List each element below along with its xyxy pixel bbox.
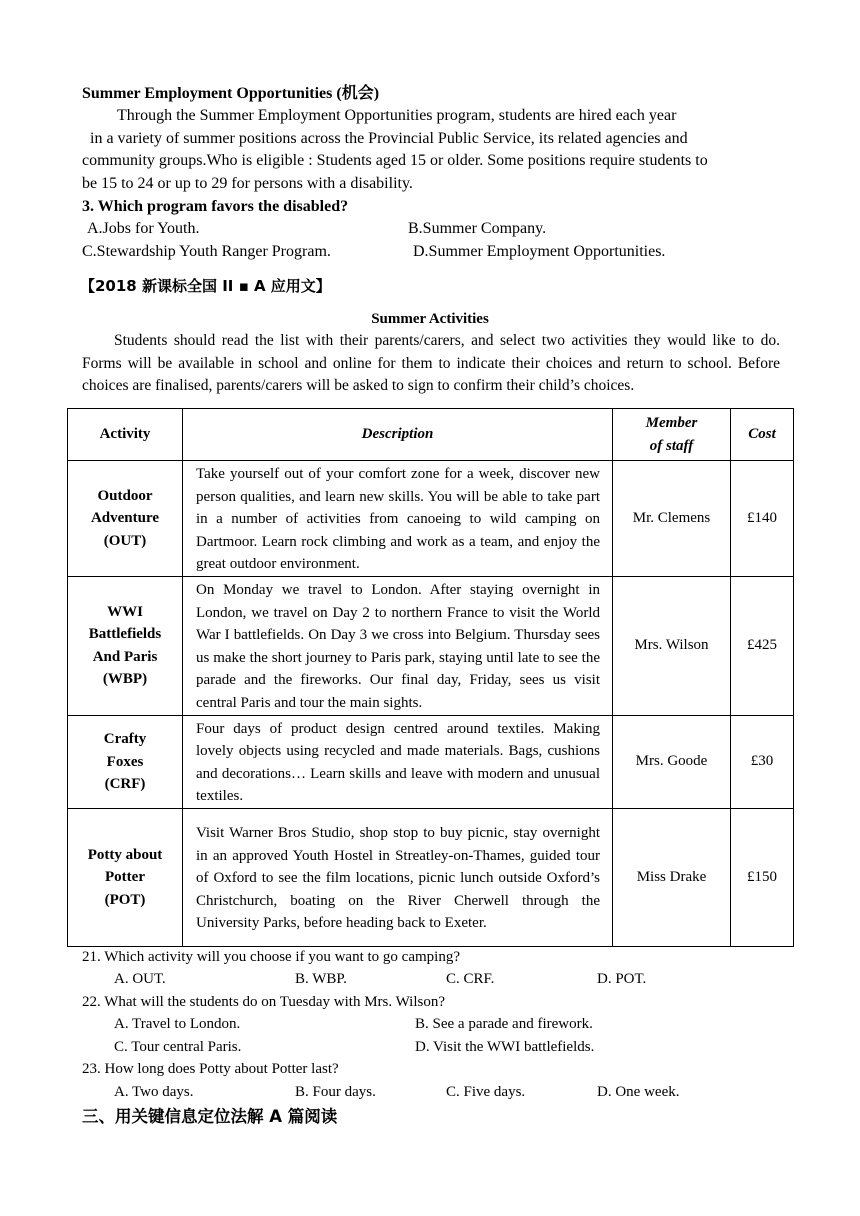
staff-member: Miss Drake (613, 808, 731, 946)
staff-member: Mr. Clemens (613, 461, 731, 577)
header-staff-line1: Member (645, 415, 698, 431)
activity-name-line: Potter (105, 869, 145, 886)
article-title: Summer Activities (371, 311, 489, 327)
staff-member: Mrs. Wilson (613, 577, 731, 716)
activity-name-line: Crafty (103, 731, 147, 747)
activities-table (67, 408, 794, 947)
article-intro: Students should read the list with their parents/carers, and select two activities they would like to do. Forms will be available in school and online for them to indicate their choices and return to school. Before choices are finalised, parents/carers will be asked to sign to confirm their child’s choices. (82, 332, 780, 394)
header-staff-line2: of staff (649, 437, 694, 454)
question-21-option-d: D. POT. (597, 971, 647, 987)
activity-code: (CRF) (104, 776, 146, 792)
option-a: A.Jobs for Youth. (87, 220, 200, 237)
table-header-row (68, 409, 794, 461)
activity-cost: £150 (731, 808, 794, 946)
question-22-option-c: C. Tour central Paris. (114, 1039, 242, 1055)
activity-name-line: Battlefields (88, 626, 162, 643)
activity-name-line: WWI (107, 603, 143, 620)
paragraph-line: be 15 to 24 or up to 29 for persons with a disability. (82, 175, 413, 192)
header-staff (613, 409, 731, 461)
table-row (68, 461, 794, 577)
activity-code: (POT) (104, 891, 146, 908)
question-23-option-b: B. Four days. (295, 1084, 376, 1100)
table-row (68, 715, 794, 808)
option-b: B.Summer Company. (408, 220, 547, 237)
activity-description: Visit Warner Bros Studio, shop stop to buy picnic, stay overnight in an approved Youth Hostel in Streatley-on-Thames, guided tour of Oxford to see the film locations, picnic lunch outside Oxford’s Christchurch, boating on the River Cherwell through the University Parks, before heading back to Exeter. (183, 808, 613, 946)
activity-name-line: Adventure (90, 510, 160, 527)
activity-code: (WBP) (102, 671, 148, 688)
question-23-stem: 23. How long does Potty about Potter last? (82, 1061, 339, 1077)
paragraph-line: community groups.Who is eligible : Students aged 15 or older. Some positions require students to (82, 152, 708, 169)
question-21-option-b: B. WBP. (295, 971, 347, 987)
activity-name-line: Foxes (106, 753, 144, 770)
header-description: Description (183, 409, 613, 461)
header-activity: Activity (68, 409, 183, 461)
paragraph-line: in a variety of summer positions across the Provincial Public Service, its related agencies and (90, 130, 688, 147)
activity-description: Four days of product design centred around textiles. Making lovely objects using recycled and made materials. Bags, cushions and decorations… Learn skills and leave with modern and unusual textiles. (183, 715, 613, 808)
activity-name (68, 715, 183, 808)
question-22-option-b: B. See a parade and firework. (415, 1016, 593, 1032)
table-row (68, 808, 794, 946)
option-d: D.Summer Employment Opportunities. (413, 243, 666, 260)
question-23-option-c: C. Five days. (446, 1084, 526, 1100)
header-cost: Cost (731, 409, 794, 461)
question-21-stem: 21. Which activity will you choose if you want to go camping? (82, 949, 460, 965)
question-stem: 3. Which program favors the disabled? (82, 198, 349, 215)
activity-cost: £425 (731, 577, 794, 716)
section-title: Summer Employment Opportunities (机会) (82, 85, 380, 102)
activity-name-line: Outdoor (97, 487, 153, 504)
paragraph-line: Through the Summer Employment Opportunities program, students are hired each year (117, 107, 677, 124)
section-heading: 【2018 新课标全国 II ▪ A 应用文】 (80, 277, 331, 295)
activity-description: On Monday we travel to London. After staying overnight in London, we travel on Day 2 to northern France to visit the World War I battlefields. On Day 3 we cross into Belgium. Thursday sees us make the short journey to Paris park, staying until late to see the parade and the fireworks. Our final day, Friday, sees us visit central Paris and tour the main sights. (183, 577, 613, 716)
activity-name-line: And Paris (92, 648, 158, 665)
activity-name (68, 808, 183, 946)
question-22-option-a: A. Travel to London. (114, 1016, 241, 1032)
activity-name (68, 577, 183, 716)
activity-code: (OUT) (103, 532, 147, 549)
staff-member: Mrs. Goode (613, 715, 731, 808)
question-21-option-c: C. CRF. (446, 971, 495, 987)
option-c: C.Stewardship Youth Ranger Program. (82, 243, 331, 260)
activity-name-line: Potty about (87, 846, 163, 863)
activity-cost: £140 (731, 461, 794, 577)
question-22-option-d: D. Visit the WWI battlefields. (415, 1039, 595, 1055)
question-23-option-d: D. One week. (597, 1084, 680, 1100)
table-row (68, 577, 794, 716)
activity-name (68, 461, 183, 577)
activity-description: Take yourself out of your comfort zone for a week, discover new person qualities, and learn new skills. You will be able to take part in a number of activities from canoeing to wild camping on Dartmoor. Learn rock climbing and work as a team, and enjoy the great outdoor environment. (183, 461, 613, 577)
footer-heading: 三、用关键信息定位法解 A 篇阅读 (82, 1107, 338, 1126)
question-23-option-a: A. Two days. (114, 1084, 194, 1100)
activity-cost: £30 (731, 715, 794, 808)
question-21-option-a: A. OUT. (114, 971, 166, 987)
question-22-stem: 22. What will the students do on Tuesday with Mrs. Wilson? (82, 994, 446, 1010)
